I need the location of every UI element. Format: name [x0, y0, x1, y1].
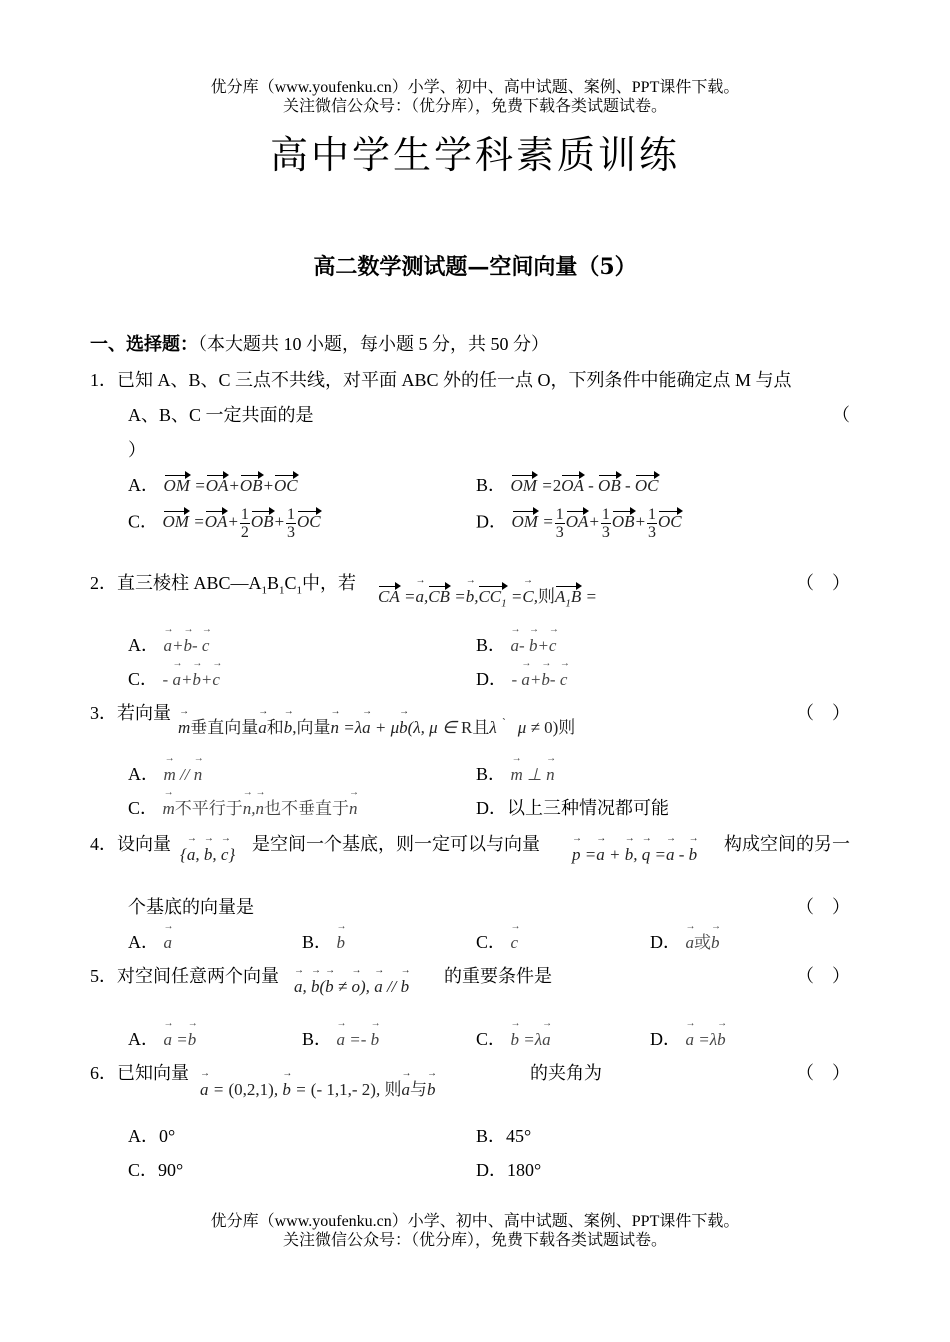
question-4-mid: 是空间一个基底，则一定可以与向量	[252, 834, 540, 854]
q2-option-c: C． - → a+→ b+→ c	[128, 665, 220, 691]
q4-option-a: A． → a	[128, 928, 172, 954]
question-1-stem-2: A、B、C 一定共面的是	[128, 405, 314, 425]
section-heading	[90, 330, 549, 356]
question-6-formula: → a = (0,2,1), → b = (- 1,1,- 2), 则→ a与→ b	[200, 1075, 435, 1100]
question-4-basis: {→ a, → b, → c}	[180, 845, 235, 865]
q6-option-b: B．45°	[476, 1126, 532, 1146]
question-5-end: 的重要条件是	[444, 966, 552, 986]
question-6-end: 的夹角为	[530, 1063, 602, 1083]
q2-option-d: D． - → a+→ b- → c	[476, 665, 567, 691]
question-5-formula: → a, → b(→ b ≠ → o), → a // → b	[294, 977, 409, 997]
q1-option-b: B． OM =2OA - OB - OC	[476, 475, 659, 495]
page-subtitle: 高二数学测试题—空间向量（5）	[313, 254, 637, 280]
q3-option-a: A． → m // → n	[128, 760, 202, 786]
q5-option-b: B． → a =- → b	[302, 1025, 379, 1051]
q4-option-b: B． → b	[302, 928, 345, 954]
q1-option-a: A． OM =OA+OB+OC	[128, 475, 298, 495]
question-6-paren: （ ）	[796, 1063, 850, 1083]
q3-option-c: C． → m不平行于→ n,→ n也不垂直于→ n	[128, 794, 358, 820]
question-1-paren-open: （	[832, 405, 850, 425]
q6-option-c: C．90°	[128, 1160, 184, 1180]
q1-option-d: D． OM = $\frac{1}{3}$ OA+ $\frac{1}{3}$ OB+ $\frac{1}{3}$ OC	[476, 506, 682, 541]
q4-option-d: D． → a或→ b	[650, 928, 720, 954]
question-1-stem: 1．已知 A、B、C 三点不共线，对平面 ABC 外的任一点 O，下列条件中能确定点 M 与点	[90, 370, 792, 390]
q1-option-d-formula: OM = $\frac{1}{3}$ OA+ $\frac{1}{3}$ OB+ $\frac{1}{3}$ OC	[511, 506, 682, 541]
question-3-formula: → m垂直向量→ a和→ b,向量→ n =λ→ a + μ→ b(λ, μ ∈ R且λ ` μ ≠ 0)则	[178, 713, 575, 738]
q6-option-d: D．180°	[476, 1160, 542, 1180]
question-4-stem-2: 个基底的向量是	[128, 897, 254, 917]
question-1-paren-close: ）	[128, 440, 146, 460]
q5-option-d: D． → a =λ→ b	[650, 1025, 726, 1051]
q2-option-a: A． → a+→ b- → c	[128, 631, 209, 657]
section-note: （本大题共 10 小题，每小题 5 分，共 50 分）	[198, 334, 549, 354]
question-4-end: 构成空间的另一	[724, 834, 850, 854]
q6-option-a: A．0°	[128, 1126, 176, 1146]
q5-option-a: A． → a =→ b	[128, 1025, 196, 1051]
question-2-formula: CA =→ $a,CB =\to b,CC_1 =\to C$,则$A_1B$ =	[378, 582, 597, 609]
header-line-2: 关注微信公众号：（优分库），免费下载各类试题试卷。	[282, 98, 667, 115]
header-line-1: 优分库（www.youfenku.cn）小学、初中、高中试题、案例、PPT课件下载。	[210, 79, 740, 96]
question-2-stem: 2．直三棱柱 $ABC—A_1B_1C_1$中，若	[90, 573, 357, 597]
q1-option-b-formula: OM =2OA - OB - OC	[510, 476, 659, 495]
q3-option-d: D．以上三种情况都可能	[476, 798, 669, 818]
section-label: 一、选择题：	[90, 334, 198, 354]
question-6-stem: 6．已知向量	[90, 1063, 189, 1083]
question-2-paren: （ ）	[796, 573, 850, 593]
question-5-paren: （ ）	[796, 966, 850, 986]
question-4-paren: （ ）	[796, 897, 850, 917]
q5-option-c: C． → b =λ→ a	[476, 1025, 551, 1051]
question-3-paren: （ ）	[796, 703, 850, 723]
footer-line-1: 优分库（www.youfenku.cn）小学、初中、高中试题、案例、PPT课件下载。	[210, 1213, 740, 1230]
q2-option-b: B． → a- → b+→ c	[476, 631, 556, 657]
q1-option-c-formula: OM =OA+ $\frac{1}{2}$ OB+ $\frac{1}{3}$ OC	[162, 506, 321, 541]
question-5-stem: 5．对空间任意两个向量	[90, 966, 279, 986]
page-title: 高中学生学科素质训练	[269, 133, 680, 177]
question-3-stem: 3．若向量	[90, 703, 171, 723]
q3-option-b: B． → m ⊥ → n	[476, 760, 555, 786]
question-4-vectors: → p =→ a + → b, → q =→ a - → b	[572, 845, 697, 865]
footer-line-2: 关注微信公众号：（优分库），免费下载各类试题试卷。	[282, 1232, 667, 1249]
q1-option-c: C． OM =OA+ $\frac{1}{2}$ OB+ $\frac{1}{3}$ OC	[128, 506, 321, 541]
q4-option-c: C． → c	[476, 928, 518, 954]
q1-option-a-formula: OM =OA+OB+OC	[163, 476, 298, 495]
question-4-stem: 4．设向量	[90, 834, 171, 854]
